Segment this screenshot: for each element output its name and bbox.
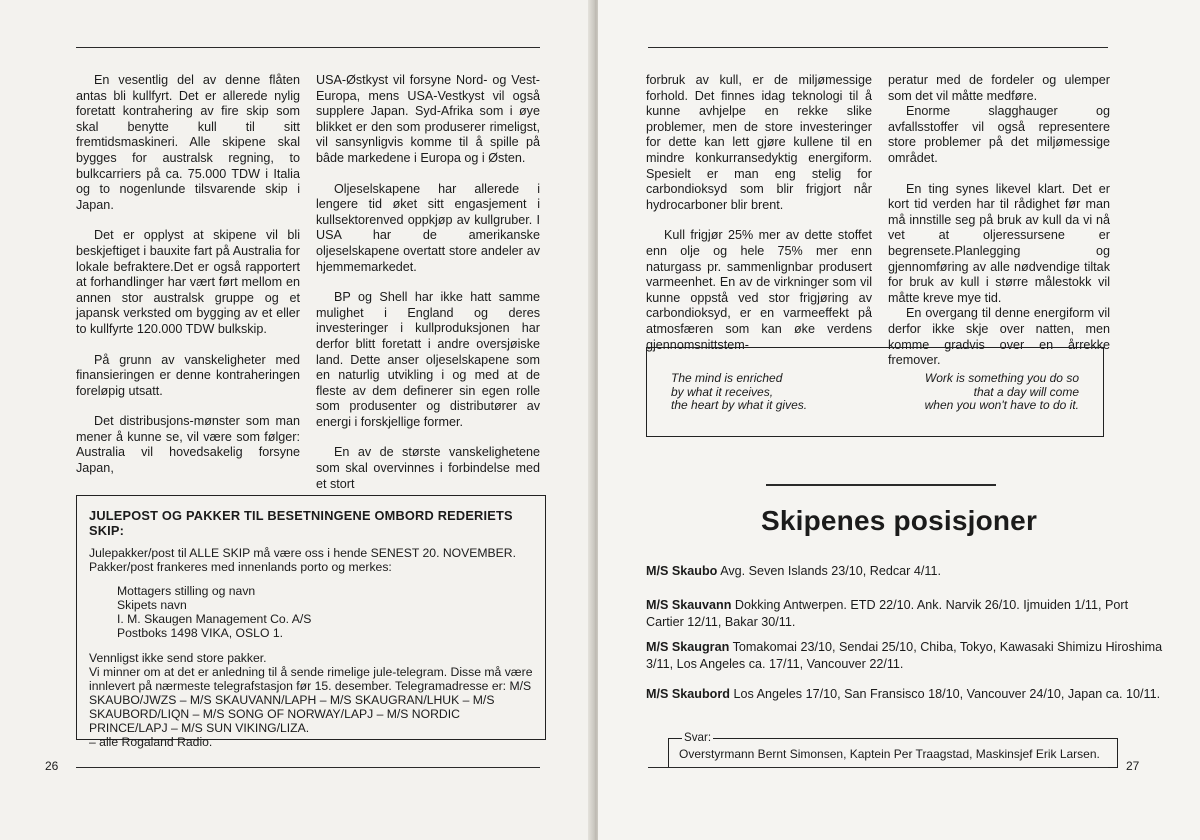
paragraph: Enorme slagghauger og avfallsstoffer vil også representere store problemer på det miljømessige området. [888, 104, 1110, 165]
page-number-right: 27 [1126, 759, 1140, 773]
answer-label: Svar: [684, 731, 712, 744]
paragraph: Det er opplyst at skipene vil bli beskjeftiget i bauxite fart på Australia for lokale befraktere.Det er også rapportert at forhandlinger har vært ført mellom en annen stor australsk gruppe og et japansk verksted om bygging av et eller to kullfyrte 120.000 TDW bulkskip. [76, 228, 300, 336]
top-rule [76, 47, 540, 48]
left-column-2 [316, 73, 540, 507]
ship-position-skaugran [646, 639, 1166, 673]
title-rule [766, 484, 996, 486]
ship-position-skaubo [646, 563, 1166, 580]
quote-line: The mind is enriched [671, 371, 783, 385]
paragraph: Det distribusjons-mønster som man mener å kunne se, vil være som følger: Australia vil hovedsakelig forsyne Japan, [76, 414, 300, 476]
ship-position-skauvann [646, 597, 1166, 631]
address-line: Mottagers stilling og navn [117, 584, 256, 599]
quote-line: when you won't have to do it. [924, 398, 1079, 412]
paragraph: forbruk av kull, er de miljømessige forhold. Det finnes idag teknologi til å kunne avhjelpe en rekke slike problemer, men de store investeringer for dette kan lett gjøre kullene til en mindre konkurransedyktig energiform. Spesielt er man eng stelig for carbondioksyd som blir frigjort når hydrocarboner blir brent. [646, 73, 872, 212]
paragraph: En overgang til denne energiform vil derfor ikke skje over natten, men komme gradvis over en årrekke fremover. [888, 306, 1110, 368]
address-line: Skipets navn [117, 598, 187, 613]
answer-text: Overstyrmann Bernt Simonsen, Kaptein Per Traagstad, Maskinsjef Erik Larsen. [679, 747, 1100, 761]
ship-route: Tomakomai 23/10, Sendai 25/10, Chiba, Tokyo, Kawasaki Shimizu Hiroshima 3/11, Los Angeles ca. 17/11, Vancouver 22/11. [646, 640, 1163, 671]
quote-box [646, 347, 1104, 437]
address-block [117, 584, 533, 640]
ship-route: Dokking Antwerpen. ETD 22/10. Ank. Narvik 26/10. Ijmuiden 1/11, Port Cartier 12/11, Bakar 30/11. [646, 598, 1129, 629]
ship-route: Los Angeles 17/10, San Fransisco 18/10, Vancouver 24/10, Japan ca. 10/11. [733, 687, 1161, 701]
paragraph: På grunn av vanskeligheter med finansieringen er denne kontraheringen foreløpig utsatt. [76, 352, 300, 398]
paragraph: USA-Østkyst vil forsyne Nord- og Vest-Europa, mens USA-Vestkyst vil også supplere Japan. Syd-Afrika som i øye blikket er den som produserer rimeligst, vil sansynligvis komme til å spille på bâde markedene i Europa og i Østen. [316, 73, 540, 165]
christmas-mail-notice [76, 495, 546, 750]
top-rule [648, 47, 1108, 48]
notice-heading: JULEPOST OG PAKKER TIL BESETNINGENE OMBORD REDERIETS SKIP: [89, 508, 513, 538]
right-column-1 [646, 73, 872, 368]
bottom-rule [648, 767, 1108, 768]
quote-right [925, 372, 1079, 413]
ship-name: M/S Skaugran [646, 640, 730, 654]
address-line: Postboks 1498 VIKA, OSLO 1. [117, 626, 283, 641]
paragraph: En av de største vanskelighetene som skal overvinnes i forbindelse med et stort [316, 445, 540, 491]
right-column-2 [888, 73, 1110, 384]
ship-name: M/S Skaubo [646, 564, 718, 578]
paragraph: En vesentlig del av denne flåten antas bli kullfyrt. Det er allerede nylig foretatt kontrahering av fire skip som skal benytte kull til sitt fremtidsmaskineri. Alle skipene skal bygges for australsk regning, to bulkcarriers på ca. 75.000 TDW i Italia og to nogenlunde tilsvarende skip i Japan. [76, 73, 300, 212]
ship-route: Avg. Seven Islands 23/10, Redcar 4/11. [720, 564, 941, 578]
notice-closing: Vennligst ikke send store pakker. [89, 650, 267, 665]
section-title: Skipenes posisjoner [760, 505, 1038, 536]
paragraph: En ting synes likevel klart. Det er kort tid verden har til rådighet før man må innstille seg på bruk av kull da vi nå vet at oljeressursene er begrensete.Planlegging og gjennomføring av alle nødvendige tiltak for bruk av kull i større målestokk vil måtte kreve mye tid. [888, 181, 1110, 305]
page-number-left: 26 [45, 759, 59, 773]
paragraph: Kull frigjør 25% mer av dette stoffet enn olje og hele 75% mer enn naturgass pr. sammenlignbar produsert varmeenhet. En av de virkninger som vil kunne oppstå ved stor frigjøring av carbondioksyd, er en varmeeffekt på atmosfæren som kan øke verdens gjennomsnittstem- [646, 228, 872, 352]
address-line: I. M. Skaugen Management Co. A/S [117, 612, 312, 627]
paragraph: Oljeselskapene har allerede i lengere tid øket sitt engasjement i kullsektorenved oppkjøp av kullgruber. I USA har de amerikanske oljeselskapene overtatt store andeler av hjemmemarkedet. [316, 181, 540, 274]
quote-line: that a day will come [973, 384, 1079, 399]
paragraph: BP og Shell har ikke hatt samme mulighet i England og deres investeringer i kullproduksjonen har derfor blitt foretatt i andre oversjøiske land. Dette anser oljeselskapene som en naturlig utvikling i og med at de fleste av dem definerer sin egen rolle som produsenter og distributører av energi i forskjellige former. [316, 290, 540, 429]
quote-left [671, 372, 807, 413]
paragraph: peratur med de fordeler og ulemper som det vil måtte medføre. [888, 73, 1110, 103]
bottom-rule [76, 767, 540, 768]
notice-radio: – alle Rogaland Radio. [89, 735, 213, 750]
quote-line: by what it receives, [671, 384, 774, 399]
answer-box [668, 738, 1118, 768]
quote-line: the heart by what it gives. [671, 398, 808, 412]
notice-intro: Julepakker/post til ALLE SKIP må være oss i hende SENEST 20. NOVEMBER. Pakker/post frankeres med innenlands porto og merkes: [89, 546, 516, 575]
ship-name: M/S Skauvann [646, 598, 732, 612]
left-page [0, 0, 594, 840]
quote-line: Work is something you do so [924, 371, 1079, 385]
ship-name: M/S Skaubord [646, 687, 730, 701]
left-column-1 [76, 73, 300, 492]
ship-position-skaubord [646, 686, 1166, 703]
notice-telegram: Vi minner om at det er anledning til å sende rimelige jule-telegram. Disse må være innlevert på nærmeste telegrafstasjon før 15. desember. Telegramadresse er: M/S SKAUBO/JWZS – M/S SKAUVANN/LAPH – M/S SKAUGRAN/LHUK – M/S SKAUBORD/LIQN – M/S SONG OF NORWAY/LAPJ – M/S NORDIC PRINCE/LAPJ – M/S SUN VIKING/LIZA. [89, 664, 533, 736]
right-page [598, 0, 1200, 840]
